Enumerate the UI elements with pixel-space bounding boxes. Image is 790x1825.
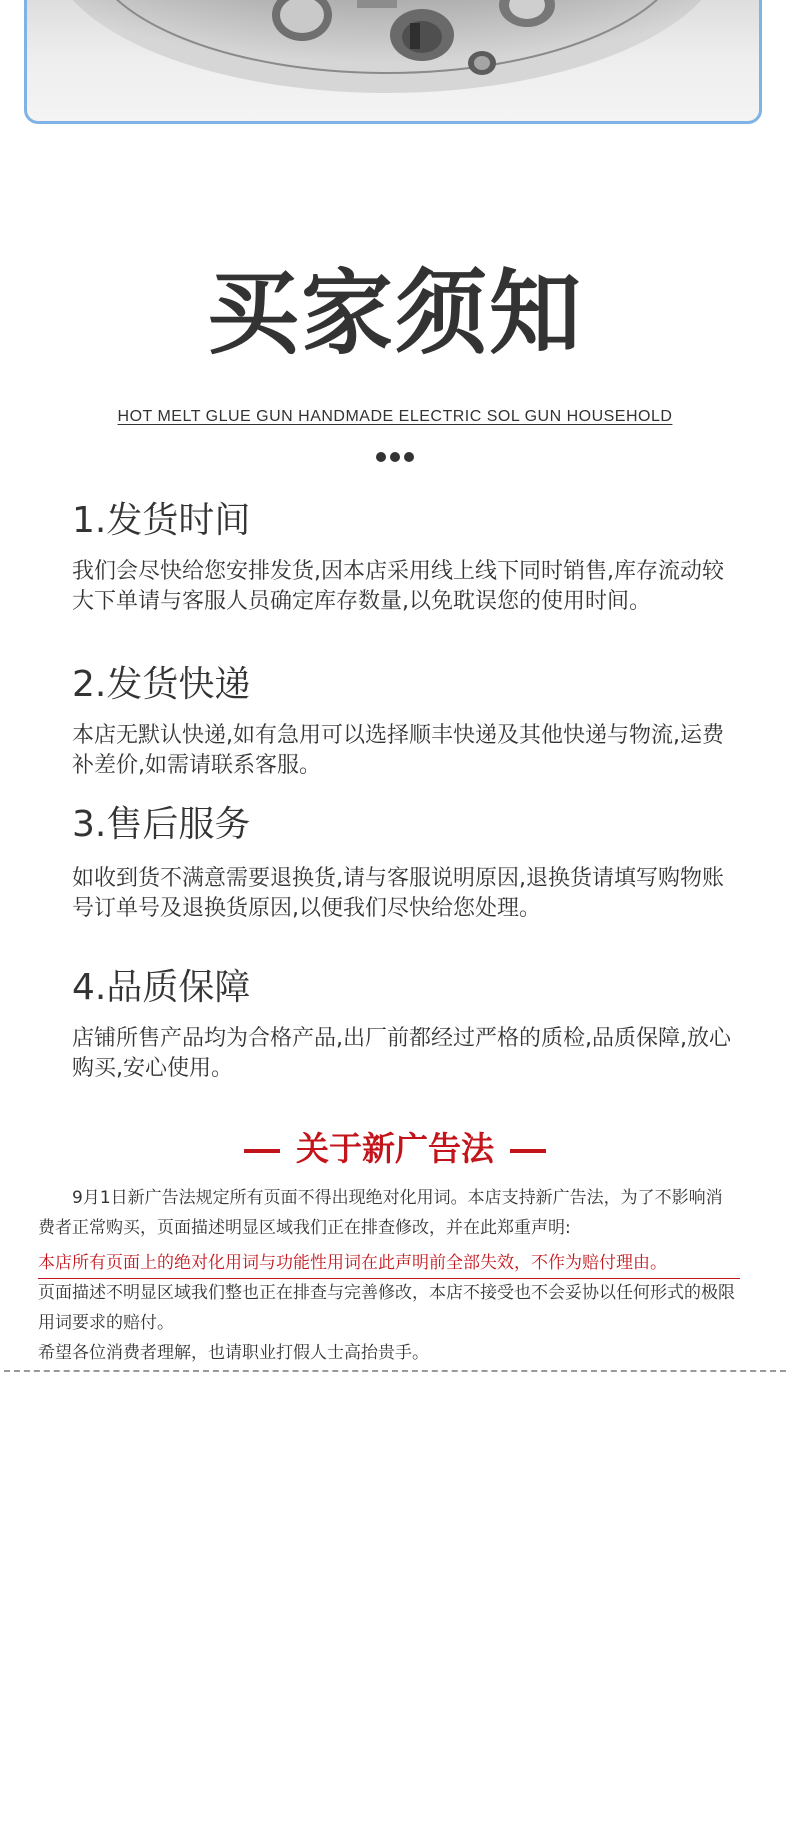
metal-flange-graphic [27, 0, 762, 124]
notice-subtitle [0, 408, 790, 426]
ad-law-paragraph-3: 希望各位消费者理解，也请职业打假人士高抬贵手。 [38, 1343, 429, 1363]
notice-title: 买家须知 [206, 260, 583, 367]
section-heading-quality: 4.品质保障 [72, 967, 251, 1008]
ad-law-paragraph-2: 页面描述不明显区域我们整也正在排查与完善修改，本店不接受也不会妥协以任何形式的极限用词要求的赔付。 [38, 1283, 735, 1333]
section-heading-shipping-time: 1.发货时间 [72, 500, 251, 541]
dashed-divider [4, 1370, 786, 1372]
section-body-courier: 本店无默认快递,如有急用可以选择顺丰快递及其他快递与物流,运费补差价,如需请联系客服。 [72, 723, 724, 778]
ad-law-paragraph-1: 9月1日新广告法规定所有页面不得出现绝对化用词。本店支持新广告法，为了不影响消费者正常购买，页面描述明显区域我们正在排查修改，并在此郑重声明: [38, 1188, 723, 1238]
section-body-quality: 店铺所售产品均为合格产品,出厂前都经过严格的质检,品质保障,放心购买,安心使用。 [72, 1026, 731, 1081]
dots-divider [0, 452, 790, 462]
dot-icon [390, 452, 400, 462]
product-image [24, 0, 762, 124]
section-body-shipping-time: 我们会尽快给您安排发货,因本店采用线上线下同时销售,库存流动较大下单请与客服人员确定库存数量,以免耽误您的使用时间。 [72, 559, 724, 614]
dot-icon [376, 452, 386, 462]
section-body-after-sales: 如收到货不满意需要退换货,请与客服说明原因,退换货请填写购物账号订单号及退换货原因,以便我们尽快给您处理。 [72, 866, 724, 921]
dash-left-icon [244, 1149, 280, 1153]
dot-icon [404, 452, 414, 462]
dash-right-icon [510, 1149, 546, 1153]
section-heading-courier: 2.发货快递 [72, 664, 251, 705]
ad-law-heading [0, 1129, 790, 1168]
ad-law-red-statement: 本店所有页面上的绝对化用词与功能性用词在此声明前全部失效，不作为赔付理由。 [38, 1253, 667, 1273]
section-heading-after-sales: 3.售后服务 [72, 804, 251, 845]
ad-law-heading-text: 关于新广告法 [296, 1129, 494, 1168]
subtitle-text: HOT MELT GLUE GUN HANDMADE ELECTRIC SOL GUN HOUSEHOLD [117, 408, 673, 425]
